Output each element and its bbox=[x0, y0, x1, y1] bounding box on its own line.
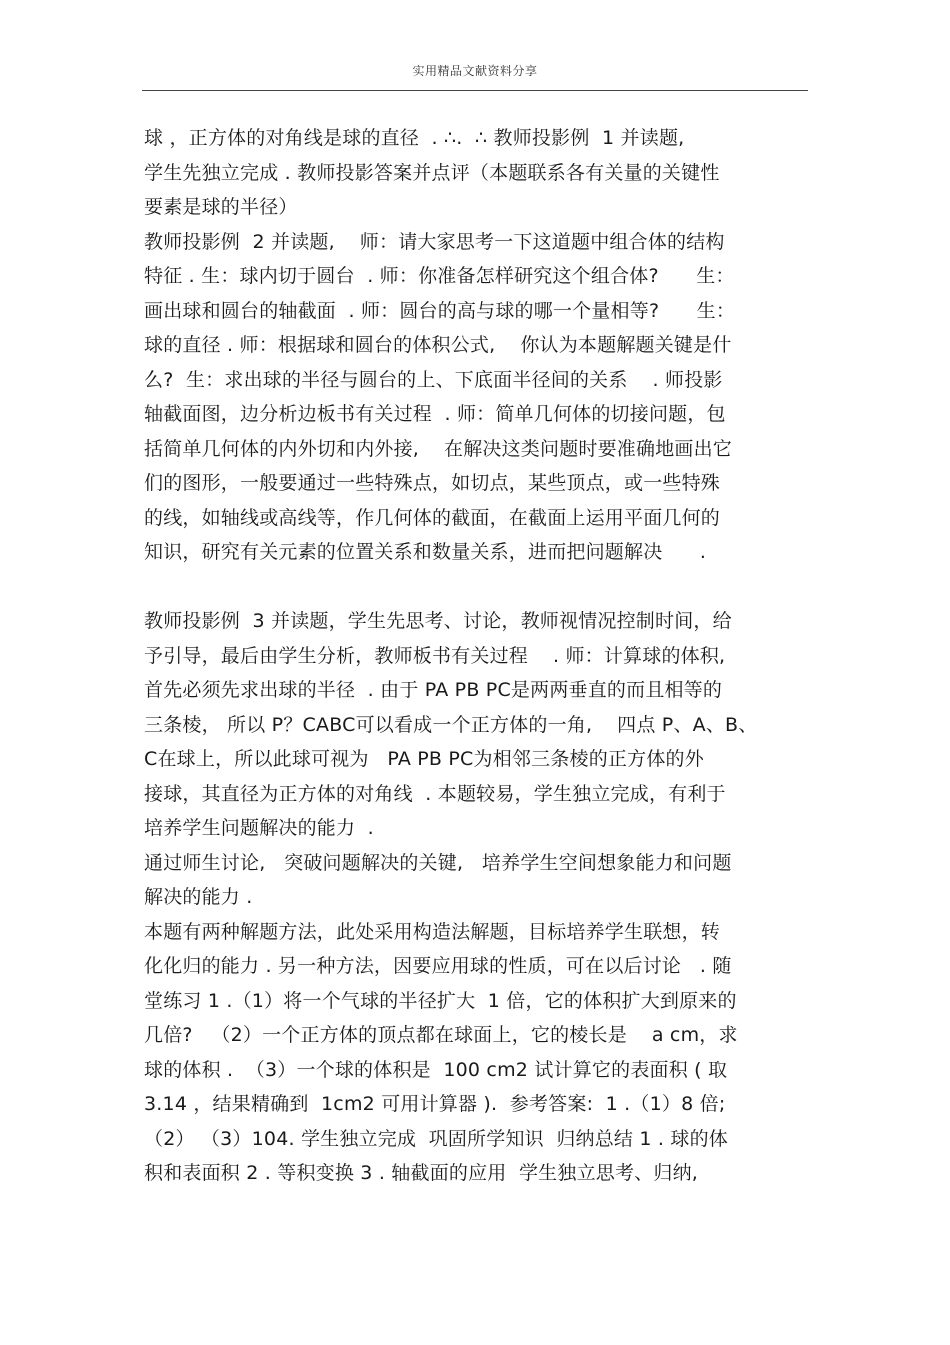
text-line: 们的图形，一般要通过一些特殊点，如切点，某些顶点，或一些特殊 bbox=[144, 472, 721, 494]
header-divider bbox=[142, 90, 808, 91]
text-line: 要素是球的半径） bbox=[144, 196, 298, 218]
text-line: 积和表面积 2 . 等积变换 3 . 轴截面的应用 学生独立思考、归纳, bbox=[144, 1162, 699, 1184]
text-line: 教师投影例 2 并读题, 师：请大家思考一下这道题中组合体的结构 bbox=[144, 230, 725, 253]
text-line: 特征 . 生：球内切于圆台 . 师：你准备怎样研究这个组合体? 生： bbox=[144, 265, 735, 287]
text-line: 化化归的能力 . 另一种方法，因要应用球的性质，可在以后讨论 . 随 bbox=[144, 955, 732, 977]
text-line: 知识，研究有关元素的位置关系和数量关系，进而把问题解决 . bbox=[144, 541, 707, 563]
text-line: 解决的能力 . bbox=[144, 886, 253, 908]
text-line: 本题有两种解题方法，此处采用构造法解题，目标培养学生联想，转 bbox=[144, 920, 721, 943]
text-line: 轴截面图，边分析边板书有关过程 . 师：简单几何体的切接问题，包 bbox=[144, 403, 726, 425]
text-line: 培养学生问题解决的能力 . bbox=[144, 817, 374, 839]
text-line: 几倍? （2）一个正方体的顶点都在球面上，它的棱长是 a cm，求 bbox=[144, 1024, 738, 1046]
text-line: 球的直径 . 师：根据球和圆台的体积公式, 你认为本题解题关键是什 bbox=[144, 334, 732, 356]
text-line: （2） （3）104. 学生独立完成 巩固所学知识 归纳总结 1 . 球的体 bbox=[144, 1127, 728, 1150]
document-body bbox=[144, 121, 814, 1191]
text-line: 三条棱， 所以 P？CABC可以看成一个正方体的一角, 四点 P、A、B、 bbox=[144, 713, 758, 736]
text-line: 学生先独立完成 . 教师投影答案并点评（本题联系各有关量的关键性 bbox=[144, 161, 720, 184]
text-line: 球 ，正方体的对角线是球的直径 . ∴. ∴ 教师投影例 1 并读题, bbox=[144, 127, 685, 149]
text-line: 括简单几何体的内外切和内外接, 在解决这类问题时要准确地画出它 bbox=[144, 437, 732, 460]
text-line: 3.14 ，结果精确到 1cm2 可用计算器 ). 参考答案: 1 .（1）8 倍; bbox=[144, 1093, 726, 1115]
text-line: 教师投影例 3 并读题，学生先思考、讨论，教师视情况控制时间，给 bbox=[144, 610, 732, 632]
page-header: 实用精品文献资料分享 bbox=[412, 64, 538, 78]
text-line: 么? 生：求出球的半径与圆台的上、下底面半径间的关系 . 师投影 bbox=[144, 368, 723, 391]
text-line: 画出球和圆台的轴截面 . 师：圆台的高与球的哪一个量相等? 生： bbox=[144, 299, 736, 322]
text-line: 堂练习 1 .（1）将一个气球的半径扩大 1 倍，它的体积扩大到原来的 bbox=[144, 989, 737, 1012]
text-line: 接球，其直径为正方体的对角线 . 本题较易，学生独立完成，有利于 bbox=[144, 782, 726, 805]
text-line: 通过师生讨论, 突破问题解决的关键, 培养学生空间想象能力和问题 bbox=[144, 851, 732, 874]
paragraph-gap bbox=[144, 570, 814, 605]
text-line: 球的体积 . （3）一个球的体积是 100 cm2 试计算它的表面积 ( 取 bbox=[144, 1058, 728, 1081]
text-line: C在球上，所以此球可视为 PA PB PC为相邻三条棱的正方体的外 bbox=[144, 748, 704, 770]
text-line: 的线，如轴线或高线等，作几何体的截面，在截面上运用平面几何的 bbox=[144, 506, 721, 529]
text-line: 首先必须先求出球的半径 . 由于 PA PB PC是两两垂直的而且相等的 bbox=[144, 679, 723, 701]
text-line: 予引导，最后由学生分析，教师板书有关过程 . 师：计算球的体积, bbox=[144, 644, 726, 667]
